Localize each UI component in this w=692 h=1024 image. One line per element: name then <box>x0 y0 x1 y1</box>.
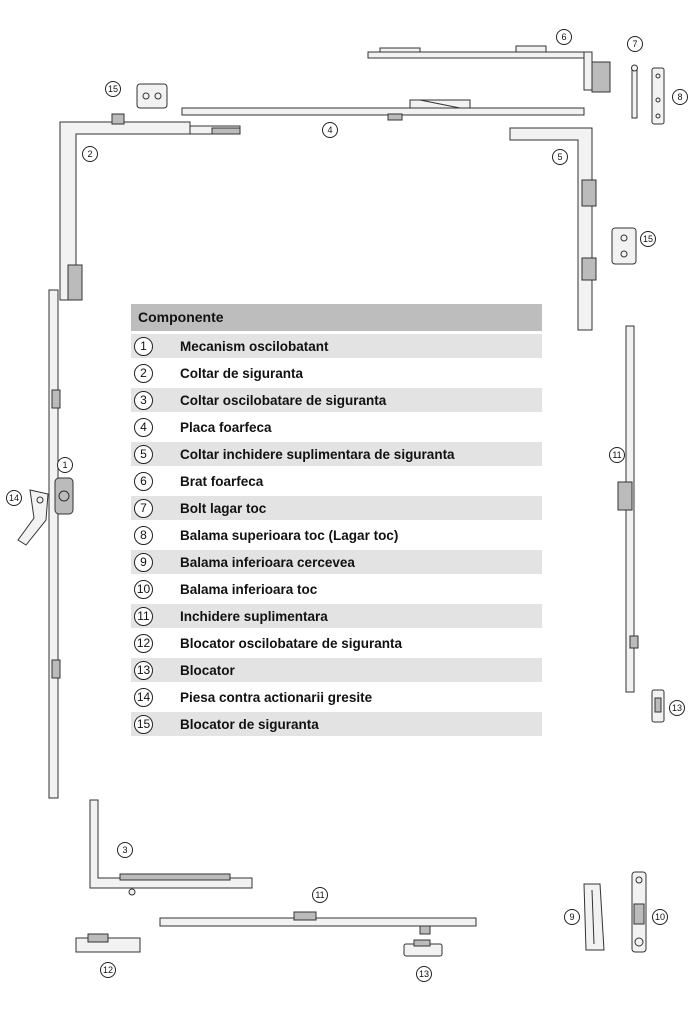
legend-row <box>131 442 542 466</box>
callout-3 <box>118 843 133 858</box>
legend-row <box>131 523 542 547</box>
svg-text:9: 9 <box>569 912 575 922</box>
svg-text:4: 4 <box>327 125 333 135</box>
part-frame-pin <box>632 65 638 118</box>
callout-14 <box>7 491 22 506</box>
callout-15-right <box>641 232 656 247</box>
legend-number: 13 <box>134 661 153 680</box>
legend-number: 7 <box>134 499 153 518</box>
svg-text:10: 10 <box>654 912 666 922</box>
legend-label: Mecanism oscilobatant <box>180 338 329 354</box>
legend-number: 9 <box>134 553 153 572</box>
legend-number: 2 <box>134 364 153 383</box>
callout-13-bottom <box>417 967 432 982</box>
part-tilt-turn-corner <box>90 800 252 895</box>
legend-number: 11 <box>134 607 153 626</box>
legend-number: 15 <box>134 715 153 734</box>
callout-7 <box>628 37 643 52</box>
legend-label: Bolt lagar toc <box>180 500 267 516</box>
part-top-frame-hinge <box>652 68 664 124</box>
legend-row <box>131 712 542 736</box>
legend-label: Coltar oscilobatare de siguranta <box>180 392 387 408</box>
legend-number: 4 <box>134 418 153 437</box>
legend-number: 12 <box>134 634 153 653</box>
part-safety-blocker-top <box>137 84 167 108</box>
svg-text:11: 11 <box>315 890 325 900</box>
part-additional-locking-bottom <box>160 912 476 934</box>
svg-text:1: 1 <box>62 460 68 470</box>
part-additional-locking-right <box>618 326 638 692</box>
part-tilt-turn-blocker <box>76 934 140 952</box>
legend-label: Balama inferioara toc <box>180 581 318 597</box>
legend-number: 5 <box>134 445 153 464</box>
svg-text:12: 12 <box>102 965 114 975</box>
svg-text:15: 15 <box>642 234 654 244</box>
svg-text:13: 13 <box>418 969 430 979</box>
part-blocker-right <box>652 690 664 722</box>
legend-row <box>131 415 542 439</box>
callout-1 <box>58 458 73 473</box>
legend-label: Blocator oscilobatare de siguranta <box>180 635 403 651</box>
part-safety-corner <box>60 114 240 300</box>
svg-text:2: 2 <box>87 149 93 159</box>
svg-text:6: 6 <box>561 32 567 42</box>
legend-label: Placa foarfeca <box>180 419 272 435</box>
part-scissor-arm <box>368 46 610 92</box>
callout-4 <box>323 123 338 138</box>
callout-6 <box>557 30 572 45</box>
callout-9 <box>565 910 580 925</box>
svg-text:8: 8 <box>677 92 683 102</box>
legend-label: Blocator de siguranta <box>180 716 319 732</box>
callout-15-top <box>106 82 121 97</box>
legend-label: Balama inferioara cercevea <box>180 554 355 570</box>
legend-number: 10 <box>134 580 153 599</box>
callout-8 <box>673 90 688 105</box>
callout-10 <box>653 910 668 925</box>
legend-label: Coltar inchidere suplimentara de siguranta <box>180 446 455 462</box>
svg-text:3: 3 <box>122 845 128 855</box>
part-bottom-sash-hinge <box>584 884 604 950</box>
svg-text:5: 5 <box>557 152 563 162</box>
svg-text:11: 11 <box>612 450 622 460</box>
legend-title: Componente <box>131 304 542 331</box>
legend-row <box>131 631 542 655</box>
legend-number: 1 <box>134 337 153 356</box>
svg-text:13: 13 <box>671 703 683 713</box>
legend-row <box>131 334 542 358</box>
svg-text:15: 15 <box>107 84 119 94</box>
part-misoperation-device <box>18 490 48 545</box>
svg-text:14: 14 <box>8 493 20 503</box>
legend-row <box>131 577 542 601</box>
callout-2 <box>83 147 98 162</box>
legend-label: Coltar de siguranta <box>180 365 304 381</box>
legend-number: 3 <box>134 391 153 410</box>
legend-label: Inchidere suplimentara <box>180 608 328 624</box>
part-blocker-bottom <box>404 940 442 956</box>
legend-row <box>131 388 542 412</box>
callout-5 <box>553 150 568 165</box>
legend-row <box>131 469 542 493</box>
legend-row <box>131 361 542 385</box>
legend-label: Balama superioara toc (Lagar toc) <box>180 527 399 543</box>
part-bottom-frame-hinge <box>632 872 646 952</box>
legend-number: 14 <box>134 688 153 707</box>
part-scissor-plate <box>182 100 584 120</box>
legend-label: Blocator <box>180 662 235 678</box>
legend-row <box>131 685 542 709</box>
callout-11-bottom <box>313 888 328 903</box>
callout-13-right <box>670 701 685 716</box>
legend-row <box>131 658 542 682</box>
svg-text:7: 7 <box>632 39 638 49</box>
components-legend <box>131 304 542 736</box>
legend-label: Brat foarfeca <box>180 473 264 489</box>
callout-11-right <box>610 448 625 463</box>
legend-row <box>131 550 542 574</box>
legend-number: 6 <box>134 472 153 491</box>
part-safety-blocker-right <box>612 228 636 264</box>
legend-number: 8 <box>134 526 153 545</box>
legend-label: Piesa contra actionarii gresite <box>180 689 373 705</box>
callout-12 <box>101 963 116 978</box>
legend-row <box>131 604 542 628</box>
legend-row <box>131 496 542 520</box>
part-tilt-turn-mechanism <box>49 290 73 798</box>
